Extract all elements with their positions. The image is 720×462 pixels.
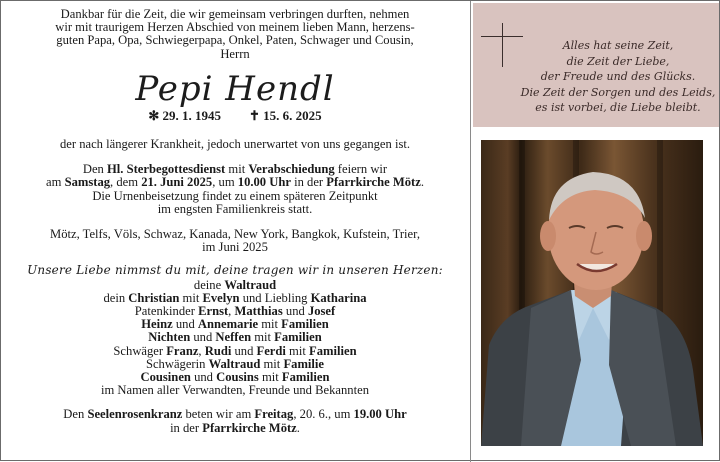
- poem-line: der Freude und des Glücks.: [540, 70, 696, 83]
- text: Patenkinder: [134, 304, 199, 319]
- cross-vertical-bar: [502, 23, 503, 67]
- text: Franz: [166, 343, 199, 358]
- text: , 20. 6., um: [293, 407, 354, 422]
- text: in der: [290, 175, 327, 190]
- text: Pfarrkirche Mötz: [202, 420, 297, 435]
- death-date: ✝ 15. 6. 2025: [249, 107, 322, 123]
- text: in der: [170, 420, 203, 435]
- poem-line: Alles hat seine Zeit,: [562, 39, 674, 52]
- text: Ferdi: [256, 343, 286, 358]
- portrait-figure: [481, 140, 703, 446]
- poem-quote: [519, 38, 717, 116]
- intro-line: Dankbar für die Zeit, die wir gemeinsam verbringen durften, nehmen: [60, 7, 410, 21]
- text: Den: [82, 162, 108, 177]
- text: Pfarrkirche Mötz: [326, 175, 421, 190]
- text: Josef: [307, 304, 336, 319]
- quote-box: [473, 3, 719, 127]
- text: Heinz: [141, 317, 173, 332]
- birth-date: ✻ 29. 1. 1945: [148, 107, 221, 123]
- text: am: [46, 175, 65, 190]
- text: ,: [198, 343, 205, 358]
- text: , dem: [110, 175, 142, 190]
- text: Schwägerin: [145, 356, 209, 371]
- cross-icon: [479, 23, 523, 67]
- text: Familien: [281, 370, 330, 385]
- portrait-photo: [481, 140, 703, 446]
- text: und: [190, 330, 216, 345]
- text: Ernst: [198, 304, 229, 319]
- illness-line: der nach längerer Krankheit, jedoch unerwartet von uns gegangen ist.: [59, 137, 411, 152]
- poem-line: es ist vorbei, die Liebe bleibt.: [535, 101, 701, 114]
- text: Cousinen: [140, 370, 191, 385]
- poem-line: Die Zeit der Sorgen und des Leids,: [520, 85, 716, 99]
- text: mit: [285, 343, 309, 358]
- text: Den: [63, 407, 88, 422]
- text: , um: [212, 175, 238, 190]
- places-line: Mötz, Telfs, Völs, Schwaz, Kanada, New York, Bangkok, Kufstein, Trier,: [50, 227, 420, 242]
- text: mit: [179, 290, 203, 305]
- mourners-list: [3, 279, 467, 398]
- text: und: [231, 343, 257, 358]
- intro-line: wir mit traurigem Herzen Abschied von meinem lieben Mann, herzens-: [55, 20, 415, 35]
- service-line: [3, 176, 467, 189]
- service-line: Die Urnenbeisetzung findet zu einem späteren Zeitpunkt: [92, 188, 378, 203]
- text: mit: [251, 330, 275, 345]
- text: Familien: [281, 317, 329, 332]
- poem-line: die Zeit der Liebe,: [566, 54, 670, 68]
- service-line: im engsten Familienkreis statt.: [157, 201, 313, 216]
- notice-text-column: [3, 4, 467, 460]
- text: Neffen: [215, 330, 252, 345]
- text: 10.00 Uhr: [237, 175, 291, 190]
- text: 21. Juni 2025: [141, 175, 213, 190]
- mourner-line: im Namen aller Verwandten, Freunde und Bekannten: [100, 383, 369, 398]
- date-line: im Juni 2025: [202, 240, 268, 255]
- text: mit: [225, 162, 249, 177]
- text: Familien: [309, 343, 357, 358]
- notice-image-column: [473, 3, 719, 460]
- life-dates: [3, 109, 467, 122]
- text: und: [190, 370, 217, 385]
- text: Matthias: [234, 304, 283, 319]
- text: Familien: [274, 330, 322, 345]
- text: Freitag: [254, 407, 294, 422]
- text: und: [282, 304, 308, 319]
- mourners-quote: Unsere Liebe nimmst du mit, deine tragen wir in unseren Herzen:: [27, 263, 443, 278]
- text: und Liebling: [239, 290, 311, 305]
- text: mit: [260, 356, 284, 371]
- intro-line: guten Papa, Opa, Schwiegerpapa, Onkel, Paten, Schwager und Cousin,: [56, 33, 414, 48]
- text: mit: [258, 317, 282, 332]
- text: Cousins: [216, 370, 259, 385]
- text: Evelyn: [202, 290, 240, 305]
- deceased-name: Pepi Hendl: [135, 68, 335, 109]
- text: Katharina: [310, 290, 367, 305]
- text: Verabschiedung: [248, 162, 335, 177]
- text: Annemarie: [197, 317, 259, 332]
- text: mit: [258, 370, 282, 385]
- text: deine: [193, 277, 225, 292]
- text: 19.00 Uhr: [353, 407, 407, 422]
- text: Schwäger: [113, 343, 167, 358]
- intro-line: Herrn: [220, 46, 250, 61]
- text: feiern wir: [334, 162, 388, 177]
- text: Nichten: [148, 330, 191, 345]
- text: Seelenrosenkranz: [87, 407, 183, 422]
- text: Waltraud: [224, 277, 277, 292]
- text: und: [172, 317, 198, 332]
- text: .: [296, 420, 300, 435]
- intro-paragraph: [3, 8, 467, 61]
- text: ,: [228, 304, 235, 319]
- text: beten wir am: [182, 407, 255, 422]
- text: .: [420, 175, 424, 190]
- text: Hl. Sterbegottesdienst: [107, 162, 226, 177]
- places-and-date: [3, 228, 467, 254]
- funeral-service-info: [3, 163, 467, 216]
- text: Christian: [128, 290, 180, 305]
- cross-horizontal-bar: [481, 36, 523, 37]
- text: Waltraud: [208, 356, 261, 371]
- column-divider: [470, 1, 471, 462]
- text: dein: [103, 290, 129, 305]
- text: Rudi: [204, 343, 232, 358]
- rosary-line: [3, 422, 467, 435]
- rosary-info: [3, 408, 467, 434]
- text: Samstag: [64, 175, 111, 190]
- text: Familie: [283, 356, 325, 371]
